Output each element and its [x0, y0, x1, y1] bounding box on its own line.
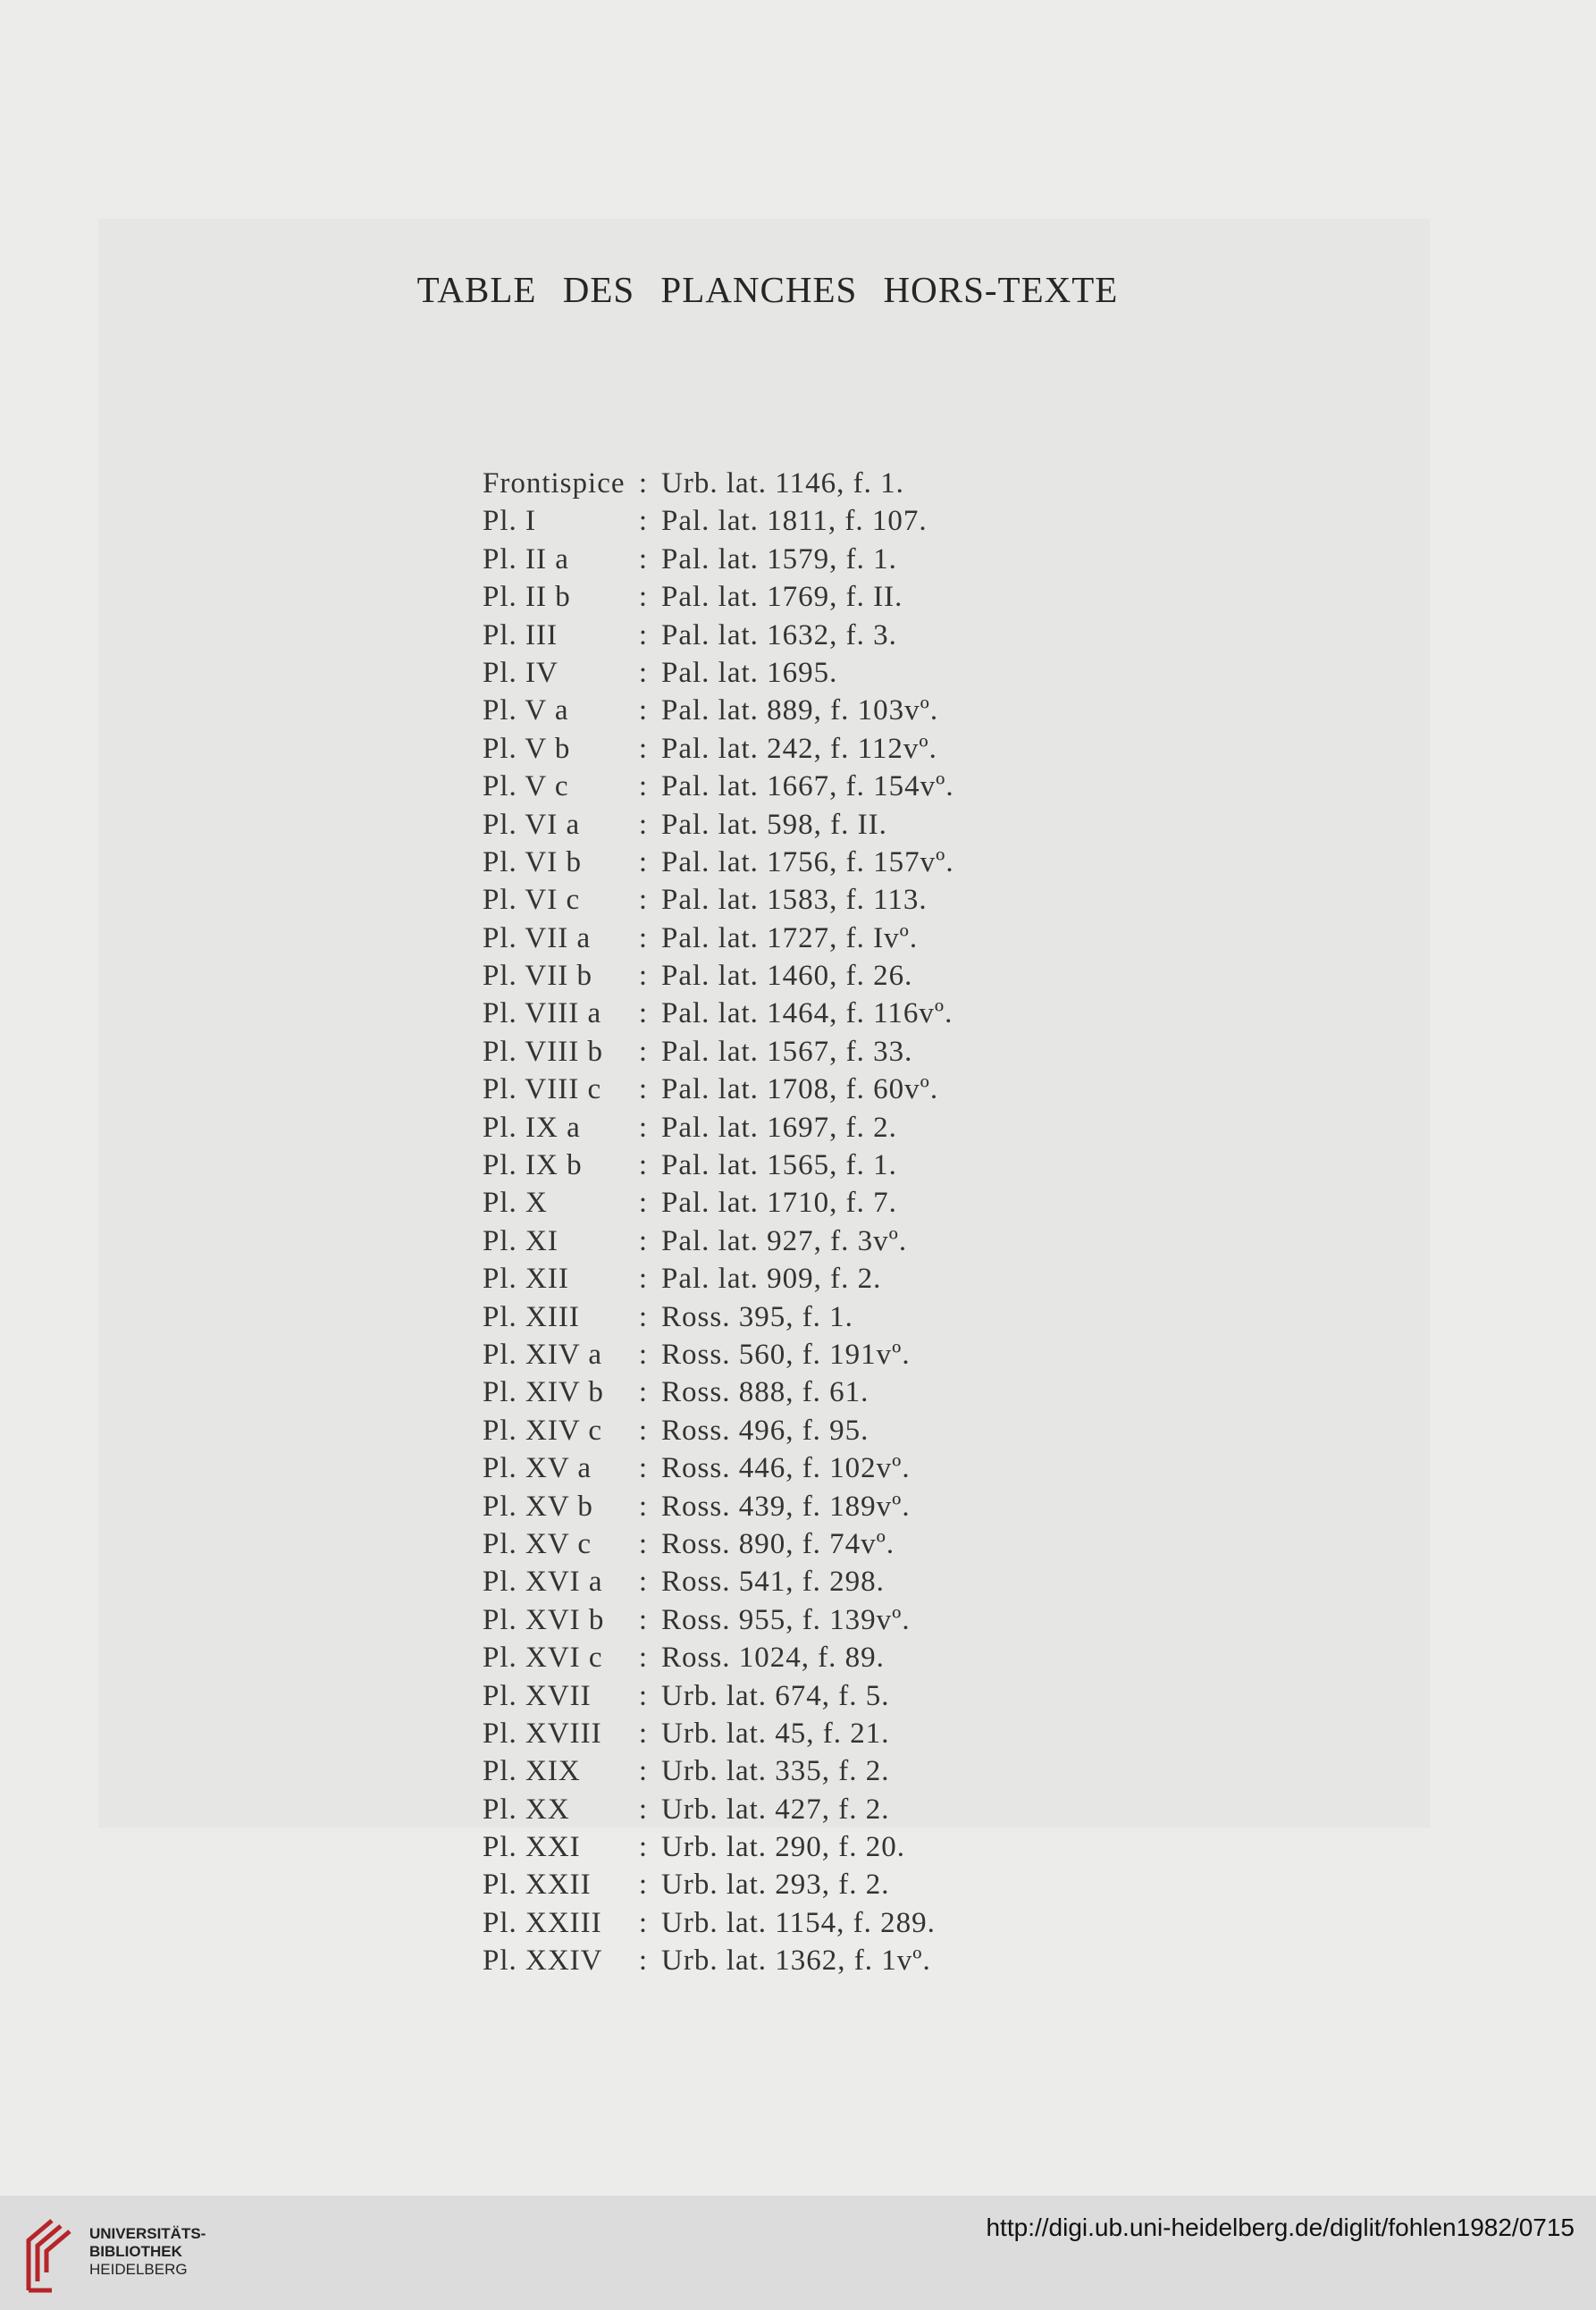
plate-manuscript-ref: Pal. lat. 1697, f. 2.	[661, 1111, 897, 1144]
library-line-3: HEIDELBERG	[89, 2261, 188, 2278]
plate-manuscript-ref: Ross. 496, f. 95.	[661, 1414, 869, 1447]
plate-row	[483, 1109, 954, 1147]
plate-separator: :	[638, 1149, 649, 1182]
plate-label: Pl. XVI a	[483, 1566, 603, 1599]
plate-label: Pl. XXIII	[483, 1906, 602, 1939]
plate-separator: :	[638, 505, 649, 538]
plate-row	[483, 1601, 954, 1639]
plate-manuscript-ref: Urb. lat. 1146, f. 1.	[661, 467, 904, 500]
plate-row	[483, 768, 954, 805]
plate-manuscript-ref: Urb. lat. 1154, f. 289.	[661, 1906, 936, 1939]
plate-label: Frontispice	[483, 467, 626, 500]
plate-label: Pl. VII b	[483, 960, 592, 993]
plate-manuscript-ref: Pal. lat. 1710, f. 7.	[661, 1187, 897, 1220]
plate-row	[483, 1715, 954, 1752]
plate-label: Pl. V b	[483, 732, 571, 765]
plate-separator: :	[638, 1679, 649, 1712]
plate-manuscript-ref: Ross. 1024, f. 89.	[661, 1642, 885, 1675]
plate-row	[483, 617, 954, 654]
plate-row	[483, 1260, 954, 1298]
plate-separator: :	[638, 1111, 649, 1144]
plate-label: Pl. XVIII	[483, 1717, 602, 1750]
plate-manuscript-ref: Pal. lat. 1583, f. 113.	[661, 884, 928, 917]
plate-row	[483, 541, 954, 578]
plate-row	[483, 1449, 954, 1487]
plate-row	[483, 1563, 954, 1600]
plate-row	[483, 1525, 954, 1563]
plate-separator: :	[638, 770, 649, 803]
plate-label: Pl. VI c	[483, 884, 581, 917]
plate-label: Pl. V c	[483, 770, 569, 803]
plate-manuscript-ref: Ross. 446, f. 102vº.	[661, 1452, 911, 1485]
plate-row	[483, 1866, 954, 1903]
plate-manuscript-ref: Pal. lat. 1460, f. 26.	[661, 960, 913, 993]
plate-separator: :	[638, 1793, 649, 1826]
library-line-2: BIBLIOTHEK	[89, 2243, 182, 2260]
plate-separator: :	[638, 1603, 649, 1636]
plate-row	[483, 1791, 954, 1828]
plate-manuscript-ref: Pal. lat. 1769, f. II.	[661, 581, 903, 614]
plate-manuscript-ref: Pal. lat. 1667, f. 154vº.	[661, 770, 954, 803]
plate-manuscript-ref: Urb. lat. 335, f. 2.	[661, 1755, 890, 1788]
plate-separator: :	[638, 1906, 649, 1939]
plate-separator: :	[638, 1755, 649, 1788]
plate-separator: :	[638, 845, 649, 878]
plate-label: Pl. XII	[483, 1263, 569, 1296]
plate-row	[483, 1904, 954, 1942]
plate-row	[483, 730, 954, 768]
plate-row	[483, 465, 954, 502]
plate-row	[483, 1222, 954, 1260]
plate-label: Pl. II a	[483, 542, 569, 575]
plate-label: Pl. VI a	[483, 808, 581, 841]
plate-label: Pl. III	[483, 618, 558, 651]
plate-separator: :	[638, 1642, 649, 1675]
plate-label: Pl. XI	[483, 1224, 559, 1257]
plate-manuscript-ref: Urb. lat. 293, f. 2.	[661, 1869, 890, 1902]
plate-label: Pl. VIII b	[483, 1035, 603, 1068]
plate-manuscript-ref: Pal. lat. 242, f. 112vº.	[661, 732, 937, 765]
plate-separator: :	[638, 618, 649, 651]
plate-separator: :	[638, 1263, 649, 1296]
plate-separator: :	[638, 581, 649, 614]
plate-row	[483, 1336, 954, 1373]
plate-separator: :	[638, 921, 649, 954]
plate-row	[483, 1488, 954, 1525]
plate-manuscript-ref: Urb. lat. 290, f. 20.	[661, 1831, 906, 1864]
plate-separator: :	[638, 694, 649, 727]
plate-manuscript-ref: Pal. lat. 889, f. 103vº.	[661, 694, 939, 727]
plate-separator: :	[638, 1566, 649, 1599]
plate-manuscript-ref: Ross. 541, f. 298.	[661, 1566, 885, 1599]
plate-separator: :	[638, 1945, 649, 1978]
plate-manuscript-ref: Pal. lat. 1464, f. 116vº.	[661, 997, 953, 1030]
plate-separator: :	[638, 960, 649, 993]
plate-manuscript-ref: Pal. lat. 1708, f. 60vº.	[661, 1073, 939, 1106]
plate-label: Pl. VI b	[483, 845, 582, 878]
plate-row	[483, 1033, 954, 1071]
plate-separator: :	[638, 1452, 649, 1485]
plate-row	[483, 654, 954, 692]
page-title: TABLE DES PLANCHES HORS-TEXTE	[416, 269, 1119, 310]
plate-manuscript-ref: Pal. lat. 1695.	[661, 656, 838, 689]
plate-label: Pl. XXIV	[483, 1945, 603, 1978]
plate-separator: :	[638, 1224, 649, 1257]
library-line-1: UNIVERSITÄTS-	[89, 2225, 206, 2242]
plates-list	[483, 465, 954, 1980]
plate-manuscript-ref: Pal. lat. 1565, f. 1.	[661, 1149, 897, 1182]
plate-label: Pl. IX a	[483, 1111, 581, 1144]
plate-separator: :	[638, 1338, 649, 1371]
plate-separator: :	[638, 1527, 649, 1560]
plate-row	[483, 502, 954, 540]
plate-row	[483, 957, 954, 995]
plate-label: Pl. XIV a	[483, 1338, 602, 1371]
plate-separator: :	[638, 656, 649, 689]
plate-separator: :	[638, 1490, 649, 1523]
plate-separator: :	[638, 467, 649, 500]
plate-manuscript-ref: Urb. lat. 45, f. 21.	[661, 1717, 890, 1750]
plate-manuscript-ref: Pal. lat. 598, f. II.	[661, 808, 887, 841]
plate-separator: :	[638, 1831, 649, 1864]
library-name	[89, 2225, 206, 2279]
plate-label: Pl. XVI b	[483, 1603, 605, 1636]
plate-manuscript-ref: Pal. lat. 927, f. 3vº.	[661, 1224, 908, 1257]
plate-label: Pl. VII a	[483, 921, 592, 954]
plate-row	[483, 920, 954, 957]
plate-row	[483, 1828, 954, 1866]
plate-manuscript-ref: Pal. lat. 1811, f. 107.	[661, 505, 928, 538]
plate-separator: :	[638, 997, 649, 1030]
plate-manuscript-ref: Ross. 888, f. 61.	[661, 1376, 869, 1409]
plate-manuscript-ref: Ross. 560, f. 191vº.	[661, 1338, 911, 1371]
plate-manuscript-ref: Pal. lat. 1567, f. 33.	[661, 1035, 913, 1068]
plate-manuscript-ref: Ross. 395, f. 1.	[661, 1300, 853, 1333]
plate-manuscript-ref: Urb. lat. 674, f. 5.	[661, 1679, 890, 1712]
plate-row	[483, 881, 954, 919]
plate-separator: :	[638, 1035, 649, 1068]
plate-manuscript-ref: Ross. 439, f. 189vº.	[661, 1490, 911, 1523]
plate-row	[483, 1752, 954, 1790]
plate-label: Pl. IV	[483, 656, 559, 689]
plate-row	[483, 1373, 954, 1411]
plate-row	[483, 1412, 954, 1449]
plate-label: Pl. II b	[483, 581, 571, 614]
plate-label: Pl. IX b	[483, 1149, 583, 1182]
plate-row	[483, 1071, 954, 1108]
plate-separator: :	[638, 808, 649, 841]
plate-manuscript-ref: Pal. lat. 909, f. 2.	[661, 1263, 882, 1296]
plate-row	[483, 578, 954, 616]
plate-manuscript-ref: Ross. 890, f. 74vº.	[661, 1527, 895, 1560]
plate-row	[483, 1639, 954, 1676]
plate-manuscript-ref: Pal. lat. 1632, f. 3.	[661, 618, 897, 651]
plate-label: Pl. I	[483, 505, 537, 538]
plate-separator: :	[638, 884, 649, 917]
plate-label: Pl. XV c	[483, 1527, 592, 1560]
plate-label: Pl. XV b	[483, 1490, 593, 1523]
plate-manuscript-ref: Pal. lat. 1756, f. 157vº.	[661, 845, 954, 878]
plate-label: Pl. XV a	[483, 1452, 592, 1485]
plate-separator: :	[638, 1717, 649, 1750]
plate-manuscript-ref: Pal. lat. 1579, f. 1.	[661, 542, 897, 575]
plate-row	[483, 844, 954, 881]
plate-row	[483, 1942, 954, 1979]
plate-label: Pl. XIV c	[483, 1414, 602, 1447]
plate-label: Pl. V a	[483, 694, 569, 727]
plate-manuscript-ref: Pal. lat. 1727, f. Ivº.	[661, 921, 919, 954]
plate-label: Pl. X	[483, 1187, 548, 1220]
plate-row	[483, 995, 954, 1032]
plate-row	[483, 1147, 954, 1184]
plate-separator: :	[638, 1869, 649, 1902]
plate-label: Pl. XXI	[483, 1831, 581, 1864]
plate-separator: :	[638, 732, 649, 765]
plate-separator: :	[638, 1187, 649, 1220]
plate-manuscript-ref: Urb. lat. 427, f. 2.	[661, 1793, 890, 1826]
permalink-url[interactable]: http://digi.ub.uni-heidelberg.de/diglit/fohlen1982/0715	[986, 2213, 1575, 2241]
plate-separator: :	[638, 542, 649, 575]
plate-label: Pl. VIII c	[483, 1073, 602, 1106]
plate-label: Pl. XX	[483, 1793, 570, 1826]
plate-label: Pl. XVII	[483, 1679, 592, 1712]
plate-label: Pl. XIII	[483, 1300, 580, 1333]
library-logo-icon[interactable]	[16, 2213, 80, 2294]
plate-row	[483, 692, 954, 729]
plate-manuscript-ref: Urb. lat. 1362, f. 1vº.	[661, 1945, 931, 1978]
plate-label: Pl. VIII a	[483, 997, 602, 1030]
plate-separator: :	[638, 1300, 649, 1333]
plate-row	[483, 1298, 954, 1336]
plate-row	[483, 1184, 954, 1222]
plate-manuscript-ref: Ross. 955, f. 139vº.	[661, 1603, 911, 1636]
plate-label: Pl. XIV b	[483, 1376, 604, 1409]
plate-label: Pl. XXII	[483, 1869, 592, 1902]
plate-label: Pl. XVI c	[483, 1642, 603, 1675]
plate-separator: :	[638, 1414, 649, 1447]
plate-separator: :	[638, 1073, 649, 1106]
plate-row	[483, 1677, 954, 1715]
plate-separator: :	[638, 1376, 649, 1409]
plate-row	[483, 806, 954, 844]
plate-label: Pl. XIX	[483, 1755, 581, 1788]
